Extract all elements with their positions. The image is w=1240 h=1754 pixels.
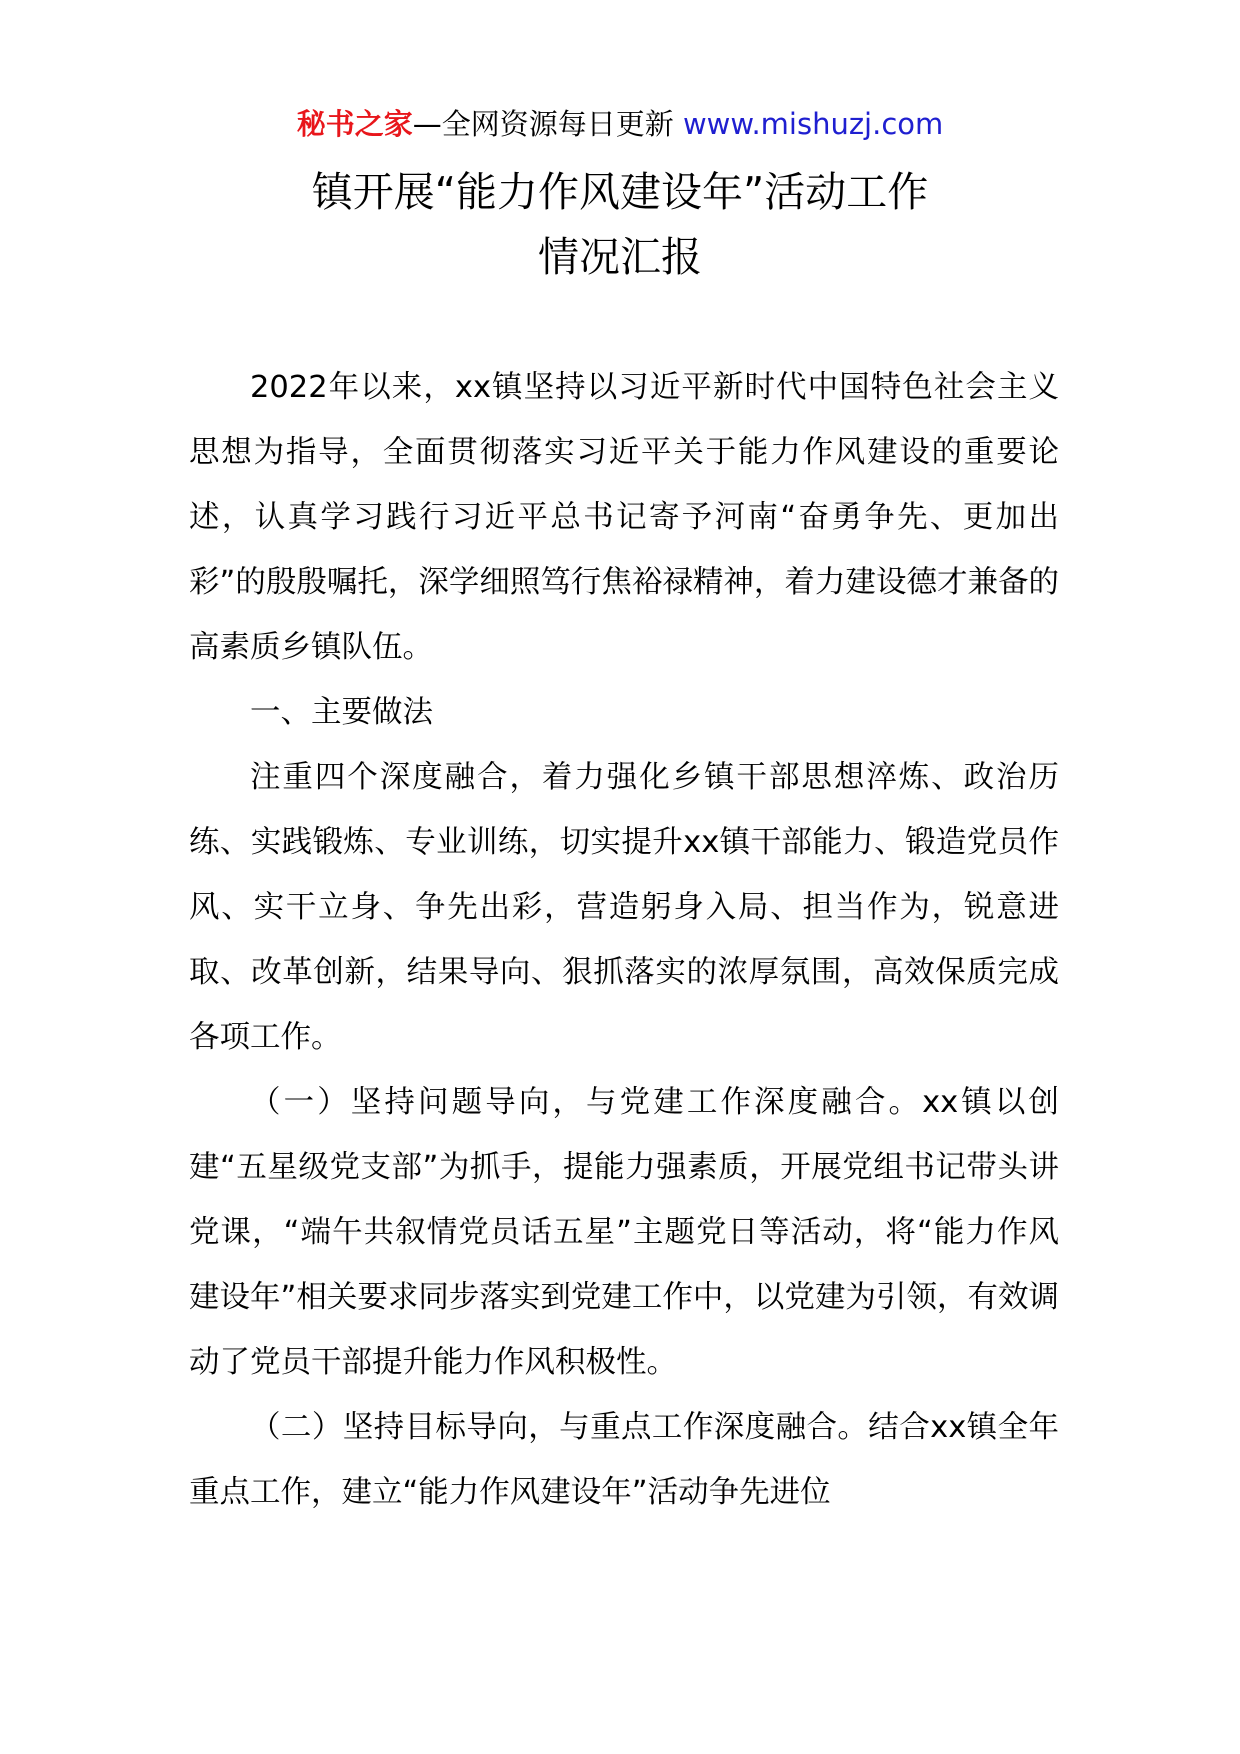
section-heading: 一、主要做法	[250, 695, 433, 730]
document-title-line-1: 镇开展“能力作风建设年”活动工作	[311, 168, 929, 216]
site-banner	[0, 104, 1240, 144]
overview-paragraph: 注重四个深度融合，着力强化乡镇干部思想淬炼、政治历练、实践锻炼、专业训练，切实提升xx镇干部能力、锻造党员作风、实干立身、争先出彩，营造躬身入局、担当作为，锐意进取、改革创新，结果导向、狠抓落实的浓厚氛围，高效保质完成各项工作。	[189, 760, 1059, 1055]
item-one-paragraph: （一）坚持问题导向，与党建工作深度融合。xx镇以创建“五星级党支部”为抓手，提能力强素质，开展党组书记带头讲党课，“端午共叙情党员话五星”主题党日等活动，将“能力作风建设年”相关要求同步落实到党建工作中，以党建为引领，有效调动了党员干部提升能力作风积极性。	[189, 1085, 1059, 1380]
intro-paragraph: 2022年以来，xx镇坚持以习近平新时代中国特色社会主义思想为指导，全面贯彻落实习近平关于能力作风建设的重要论述，认真学习践行习近平总书记寄予河南“奋勇争先、更加出彩”的殷殷嘱托，深学细照笃行焦裕禄精神，着力建设德才兼备的高素质乡镇队伍。	[189, 370, 1059, 665]
site-url-link[interactable]: www.mishuzj.com	[682, 107, 944, 141]
item-two-paragraph: （二）坚持目标导向，与重点工作深度融合。结合xx镇全年重点工作，建立“能力作风建设年”活动争先进位	[189, 1410, 1059, 1510]
brand-name: 秘书之家	[296, 107, 413, 141]
document-body	[189, 355, 1059, 1525]
document-title-line-2: 情况汇报	[538, 233, 702, 281]
banner-tagline: —全网资源每日更新	[412, 107, 674, 141]
